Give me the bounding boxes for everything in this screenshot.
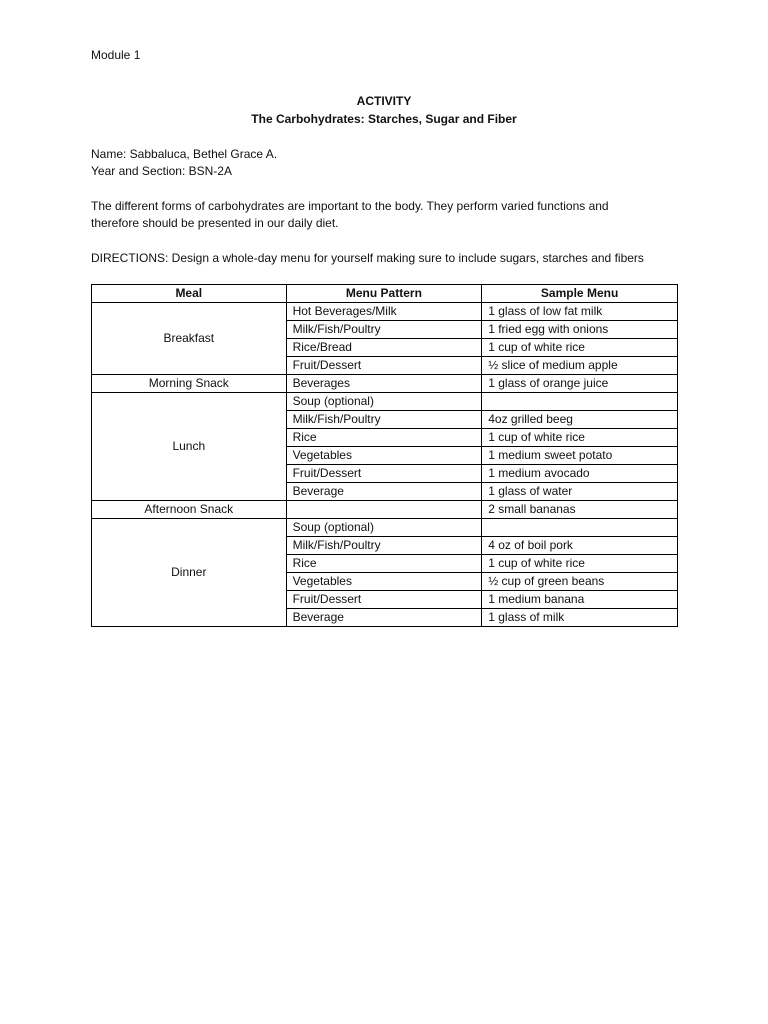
sample-menu-cell: 1 glass of orange juice <box>482 375 678 393</box>
sample-menu-cell: 1 cup of white rice <box>482 429 678 447</box>
intro-line-1: The different forms of carbohydrates are important to the body. They perform varied functions and <box>91 199 609 213</box>
directions-text: DIRECTIONS: Design a whole-day menu for yourself making sure to include sugars, starches and fibers <box>91 251 644 265</box>
table-row <box>92 519 678 537</box>
menu-pattern-cell: Milk/Fish/Poultry <box>286 537 482 555</box>
table-row <box>92 501 678 519</box>
meal-cell: Lunch <box>92 393 287 501</box>
menu-pattern-cell: Fruit/Dessert <box>286 591 482 609</box>
sample-menu-cell: 1 cup of white rice <box>482 555 678 573</box>
activity-title: The Carbohydrates: Starches, Sugar and Fiber <box>251 112 517 126</box>
menu-pattern-cell: Soup (optional) <box>286 519 482 537</box>
menu-pattern-cell: Vegetables <box>286 447 482 465</box>
menu-pattern-cell: Beverage <box>286 483 482 501</box>
intro-line-2: therefore should be presented in our daily diet. <box>91 216 339 230</box>
sample-menu-cell: 1 glass of water <box>482 483 678 501</box>
meal-cell: Afternoon Snack <box>92 501 287 519</box>
sample-menu-cell: 1 glass of low fat milk <box>482 303 678 321</box>
menu-table <box>91 284 678 627</box>
year-section: Year and Section: BSN-2A <box>91 164 232 178</box>
menu-pattern-cell: Rice <box>286 429 482 447</box>
sample-menu-cell: 1 fried egg with onions <box>482 321 678 339</box>
meal-cell: Dinner <box>92 519 287 627</box>
meal-cell: Morning Snack <box>92 375 287 393</box>
sample-menu-cell: ½ slice of medium apple <box>482 357 678 375</box>
menu-pattern-cell: Fruit/Dessert <box>286 357 482 375</box>
sample-menu-cell: 1 medium banana <box>482 591 678 609</box>
header-sample-menu: Sample Menu <box>482 285 678 303</box>
menu-pattern-cell: Hot Beverages/Milk <box>286 303 482 321</box>
activity-heading: ACTIVITY <box>356 94 412 108</box>
menu-table-body <box>92 303 678 627</box>
sample-menu-cell <box>482 519 678 537</box>
sample-menu-cell: 1 cup of white rice <box>482 339 678 357</box>
sample-menu-cell <box>482 393 678 411</box>
sample-menu-cell: 4 oz of boil pork <box>482 537 678 555</box>
meal-cell: Breakfast <box>92 303 287 375</box>
sample-menu-cell: 4oz grilled beeg <box>482 411 678 429</box>
table-row <box>92 375 678 393</box>
menu-pattern-cell: Beverage <box>286 609 482 627</box>
menu-pattern-cell: Milk/Fish/Poultry <box>286 321 482 339</box>
sample-menu-cell: ½ cup of green beans <box>482 573 678 591</box>
module-label: Module 1 <box>91 48 141 62</box>
sample-menu-cell: 1 medium sweet potato <box>482 447 678 465</box>
table-row <box>92 303 678 321</box>
menu-pattern-cell: Beverages <box>286 375 482 393</box>
menu-pattern-cell <box>286 501 482 519</box>
table-row <box>92 393 678 411</box>
table-header-row <box>92 285 678 303</box>
menu-pattern-cell: Soup (optional) <box>286 393 482 411</box>
menu-pattern-cell: Rice/Bread <box>286 339 482 357</box>
sample-menu-cell: 2 small bananas <box>482 501 678 519</box>
sample-menu-cell: 1 medium avocado <box>482 465 678 483</box>
menu-pattern-cell: Milk/Fish/Poultry <box>286 411 482 429</box>
header-meal: Meal <box>92 285 287 303</box>
sample-menu-cell: 1 glass of milk <box>482 609 678 627</box>
student-name: Name: Sabbaluca, Bethel Grace A. <box>91 147 278 161</box>
menu-pattern-cell: Fruit/Dessert <box>286 465 482 483</box>
menu-pattern-cell: Vegetables <box>286 573 482 591</box>
menu-pattern-cell: Rice <box>286 555 482 573</box>
header-menu-pattern: Menu Pattern <box>286 285 482 303</box>
